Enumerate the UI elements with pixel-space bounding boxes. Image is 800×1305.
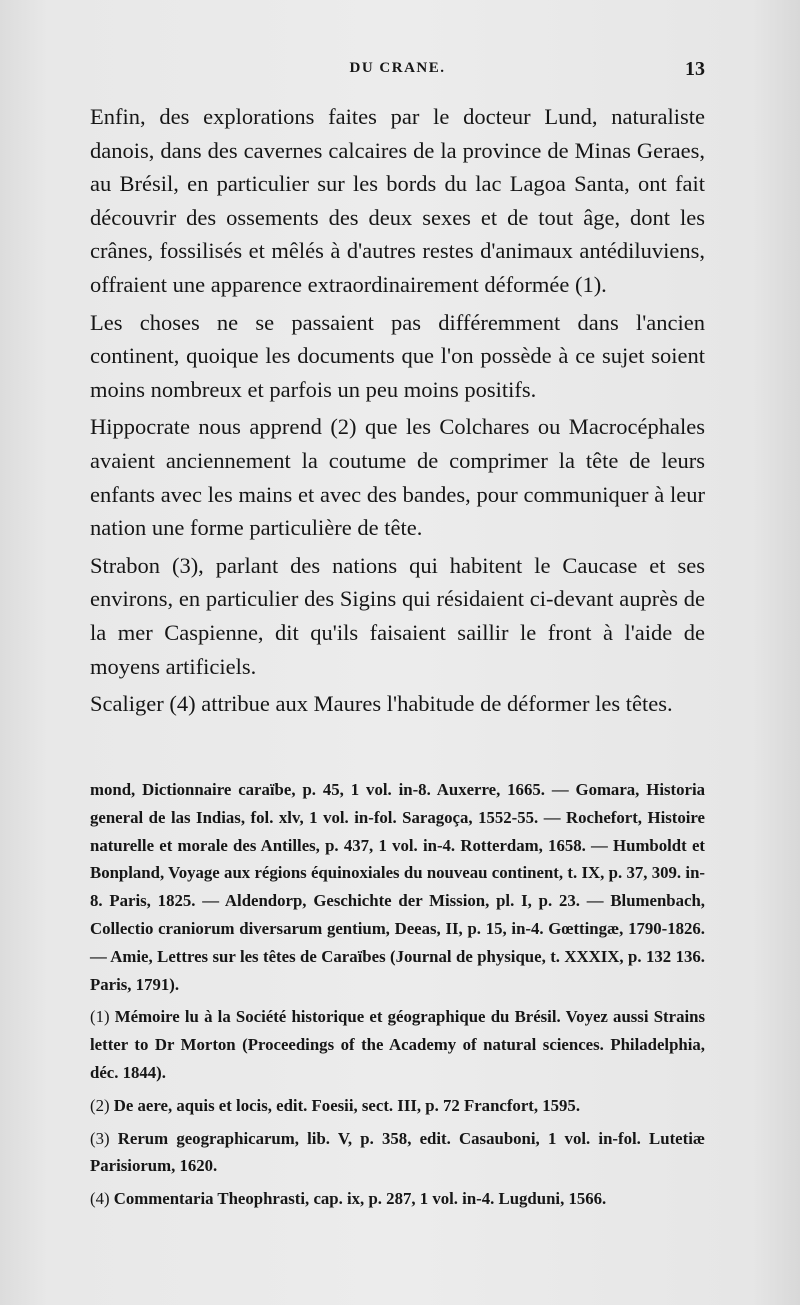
footnote (90, 1125, 705, 1181)
footnote-marker: (2) (90, 1095, 110, 1115)
footnotes (90, 776, 705, 1218)
paragraph: Enfin, des explorations faites par le docteur Lund, naturaliste danois, dans des cavernes calcaires de la province de Minas Geraes, au Brésil, en particulier sur les bords du lac Lagoa Santa, ont fait découvrir des ossements des deux sexes et de tout âge, dont les crânes, fossilisés et mêlés à d'autres restes d'animaux antédiluviens, offraient une apparence extraordinairement déformée (1). (90, 104, 705, 297)
footnote-text: De aere, aquis et locis, edit. Foesii, sect. III, p. 72 Francfort, 1595. (113, 1095, 581, 1115)
paragraph: Strabon (3), parlant des nations qui habitent le Caucase et ses environs, en particulier des Sigins qui résidaient ci-devant auprès de la mer Caspienne, dit qu'ils faisaient saillir le front à l'aide de moyens artificiels. (90, 552, 705, 679)
running-head (90, 60, 705, 84)
footnote-marker: (1) (90, 1007, 110, 1027)
footnote (90, 1092, 705, 1120)
paragraph: Hippocrate nous apprend (2) que les Colchares ou Macrocéphales avaient anciennement la coutume de comprimer la tête de leurs enfants avec les mains et avec des bandes, pour communiquer à leur nation une forme particulière de tête. (90, 414, 705, 541)
paragraph: Scaliger (4) attribue aux Maures l'habitude de déformer les têtes. (90, 691, 673, 717)
footnote-text: Rerum geographicarum, lib. V, p. 358, edit. Casauboni, 1 vol. in-fol. Lutetiæ Parisiorum, 1620. (90, 1128, 705, 1176)
footnote-text: Mémoire lu à la Société historique et géographique du Brésil. Voyez aussi Strains letter to Dr Morton (Proceedings of the Academy of natural sciences. Philadelphia, déc. 1844). (90, 1007, 705, 1082)
footnote-text: Commentaria Theophrasti, cap. ix, p. 287, 1 vol. in-4. Lugduni, 1566. (113, 1189, 607, 1209)
footnote-marker: (4) (90, 1189, 110, 1209)
footnote-marker: (3) (90, 1128, 110, 1148)
footnote (90, 1003, 705, 1086)
footnote (90, 1185, 705, 1213)
body-text (90, 100, 705, 725)
paragraph: Les choses ne se passaient pas différemment dans l'ancien continent, quoique les documents que l'on possède à ce sujet soient moins nombreux et parfois un peu moins positifs. (90, 309, 705, 402)
page-number: 13 (685, 58, 705, 80)
footnote-continued: mond, Dictionnaire caraïbe, p. 45, 1 vol. in-8. Auxerre, 1665. — Gomara, Historia general de las Indias, fol. xlv, 1 vol. in-fol. Saragoça, 1552-55. — Rochefort, Histoire naturelle et morale des Antilles, p. 437, 1 vol. in-4. Rotterdam, 1658. — Humboldt et Bonpland, Voyage aux régions équinoxiales du nouveau continent, t. IX, p. 37, 309. in-8. Paris, 1825. — Aldendorp, Geschichte der Mission, pl. I, p. 23. — Blumenbach, Collectio craniorum diversarum gentium, Deeas, II, p. 15, in-4. Gœttingæ, 1790-1826. — Amie, Lettres sur les têtes de Caraïbes (Journal de physique, t. XXXIX, p. 132 136. Paris, 1791). (90, 780, 705, 994)
running-title: DU CRANE. (349, 60, 446, 76)
